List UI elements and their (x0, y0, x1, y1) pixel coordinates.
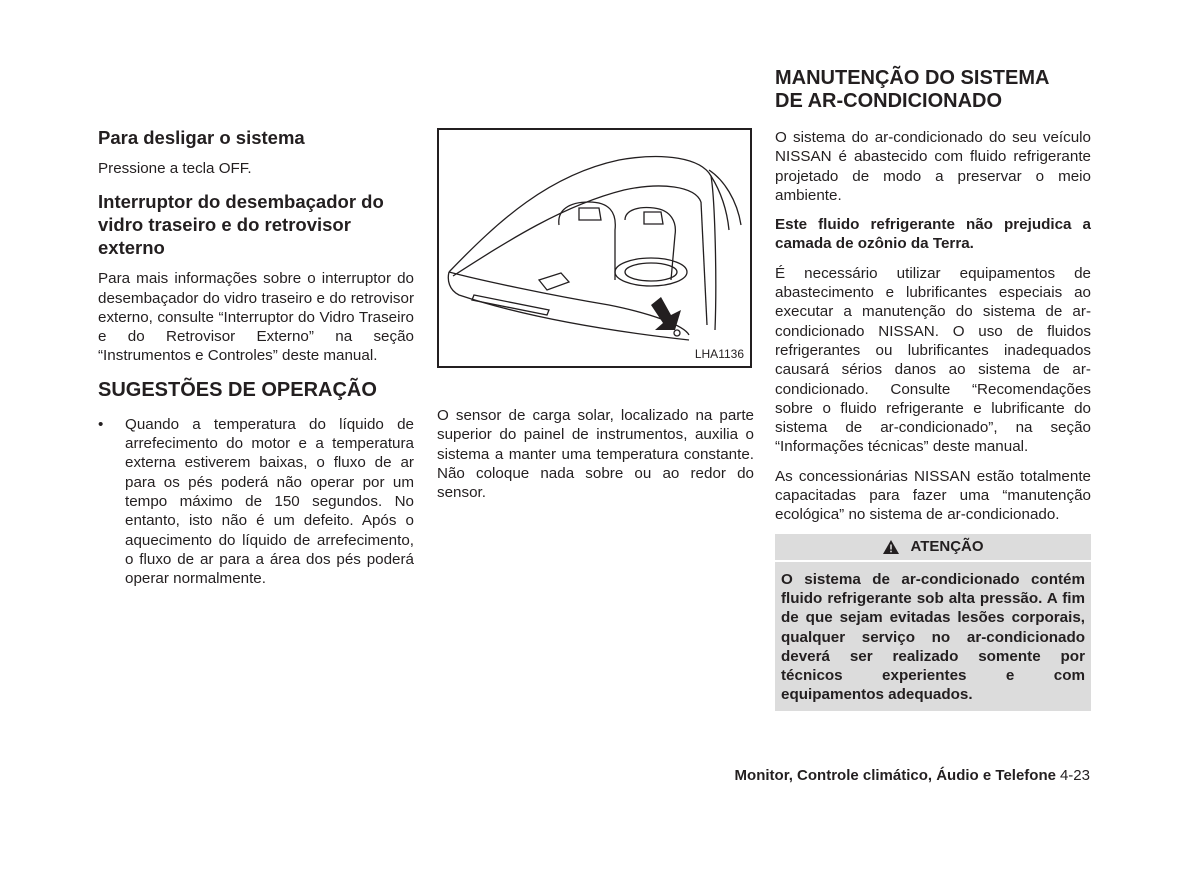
footer-section-title: Monitor, Controle climático, Áudio e Telefone (734, 767, 1056, 784)
heading-desligar: Para desligar o sistema (98, 127, 305, 148)
middle-column (437, 128, 754, 502)
figure-label: LHA1136 (694, 347, 744, 361)
paragraph-equipamentos: É necessário utilizar equipamentos de abastecimento e lubrificantes especiais ao executar a manutenção do sistema de ar-condicionado NISSAN. O uso de fluidos refrigerantes ou lubrificantes inadequados causará sérios danos ao sistema de ar-condicionado. Consulte “Recomendações sobre o fluido refrigerante e lubrificante do sistema de ar-condicionado”, na seção “Informações técnicas” deste manual. (775, 264, 1091, 456)
bullet-item (98, 415, 414, 589)
heading-interruptor: Interruptor do desembaçador do vidro traseiro e do retrovisor externo (98, 191, 384, 259)
paragraph-desligar: Pressione a tecla OFF. (98, 160, 252, 177)
paragraph-concessionarias: As concessionárias NISSAN estão totalmente capacitadas para fazer uma “manutenção ecológica” no sistema de ar-condicionado. (775, 467, 1091, 524)
page-number: 4-23 (1059, 767, 1090, 784)
warning-text: O sistema de ar-condicionado contém fluido refrigerante sob alta pressão. A fim de que sejam evitadas lesões corporais, qualquer serviço no ar-condicionado deverá ser realizado somente por técnicos experientes e com equipamentos adequados. (781, 570, 1085, 704)
paragraph-sensor: O sensor de carga solar, localizado na parte superior do painel de instrumentos, auxilia o sistema a manter uma temperatura constante. Não coloque nada sobre ou ao redor do sensor. (437, 407, 754, 502)
heading-sugestoes: SUGESTÕES DE OPERAÇÃO (98, 378, 377, 401)
paragraph-sistema: O sistema do ar-condicionado do seu veículo NISSAN é abastecido com fluido refrigerante projetado de modo a preservar o meio ambiente. (775, 129, 1091, 204)
bullet-text: Quando a temperatura do líquido de arrefecimento do motor e a temperatura externa estiverem baixas, o fluxo de ar para os pés poderá não operar por um tempo máximo de 150 segundos. No entanto, isto não é um defeito. Após o aquecimento do líquido de arrefecimento, o fluxo de ar para a área dos pés poderá operar normalmente. (125, 415, 414, 588)
left-column (98, 126, 414, 588)
warning-title: ATENÇÃO (910, 538, 984, 556)
paragraph-ozonio: Este fluido refrigerante não prejudica a camada de ozônio da Terra. (775, 216, 1091, 253)
warning-header (775, 534, 1091, 562)
paragraph-interruptor: Para mais informações sobre o interruptor do desembaçador do vidro traseiro e do retrovisor externo, consulte “Interruptor do Vidro Traseiro e do Retrovisor Externo” na seção “Instrumentos e Controles” deste manual. (98, 270, 414, 365)
car-dashboard-illustration (439, 130, 750, 366)
warning-triangle-icon (882, 539, 900, 555)
warning-box (775, 534, 1091, 711)
bullet-symbol: • (98, 415, 104, 433)
page-footer (735, 767, 1090, 784)
heading-manutencao: MANUTENÇÃO DO SISTEMA DE AR-CONDICIONADO (775, 67, 1049, 112)
right-column (775, 67, 1091, 711)
dashboard-figure (437, 128, 752, 368)
